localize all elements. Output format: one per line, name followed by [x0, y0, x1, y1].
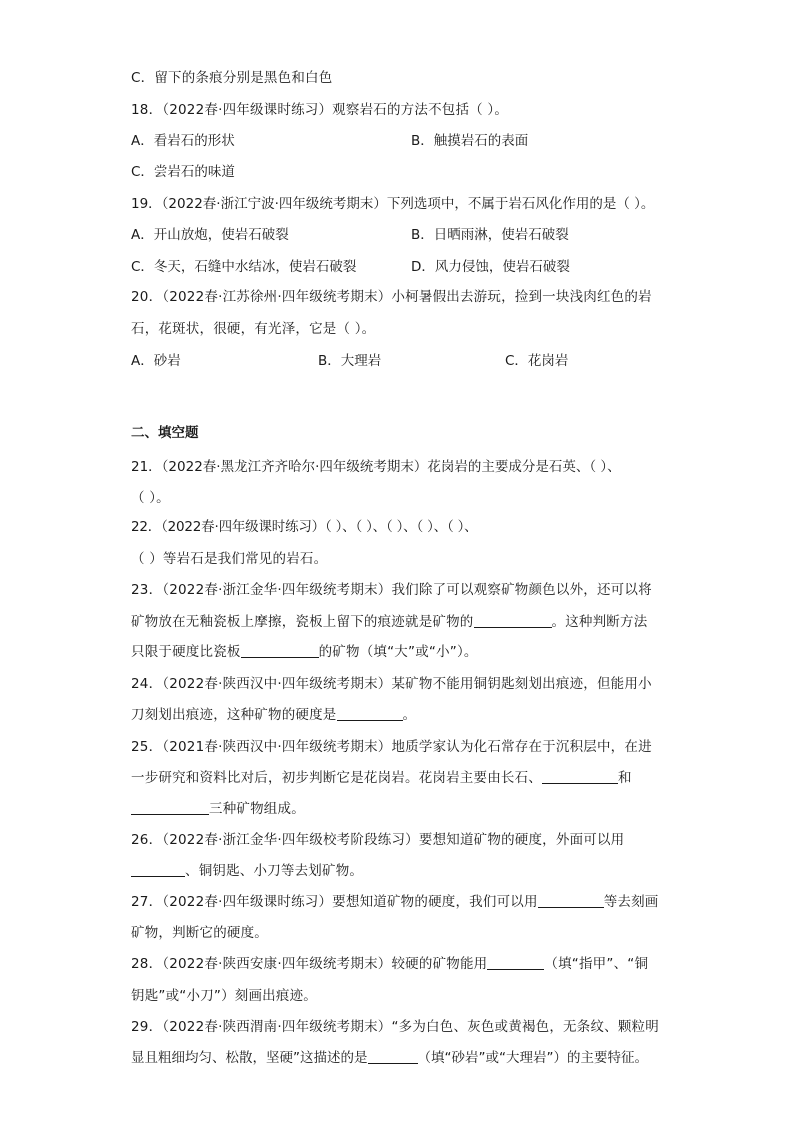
- q22-line1: 22．（2022春·四年级课时练习）（ ）、（ ）、（ ）、（ ）、（ ）、: [131, 519, 478, 535]
- q20-option-b: B．大理岩: [318, 353, 382, 369]
- q25-blank-1[interactable]: [542, 769, 618, 784]
- q21-line1: 21．（2022春·黑龙江齐齐哈尔·四年级统考期末）花岗岩的主要成分是石英、（ ）、: [131, 459, 621, 475]
- q25-line2: [131, 766, 632, 786]
- q28-line1-text: 28．（2022春·陕西安康·四年级统考期末）较硬的矿物能用: [131, 956, 488, 972]
- q24-line2-text: 刀刻划出痕迹，这种矿物的硬度是: [131, 707, 337, 723]
- q17-option-c: C．留下的条痕分别是黑色和白色: [131, 70, 333, 86]
- q28-line1: [131, 952, 648, 972]
- q23-blank-1[interactable]: [474, 613, 552, 628]
- q26-line2-tail: 、铜钥匙、小刀等去划矿物。: [185, 863, 364, 879]
- q20-stem-line2: 石，花斑状，很硬，有光泽，它是（ ）。: [131, 321, 376, 337]
- q24-line2-tail: 。: [402, 707, 417, 723]
- q28-line1-tail: （填“指甲”、“铜: [544, 956, 649, 972]
- q27-line1-tail: 等去刻画: [603, 894, 659, 910]
- q27-line1-text: 27．（2022春·四年级课时练习）要想知道矿物的硬度，我们可以用: [131, 894, 538, 910]
- q18-option-c: C．尝岩石的味道: [131, 164, 235, 180]
- q29-line2-tail: （填“砂岩”或“大理岩”）的主要特征。: [417, 1050, 648, 1066]
- q29-blank[interactable]: [368, 1049, 418, 1064]
- q25-line2-tail: 和: [618, 770, 632, 786]
- q29-line1: 29．（2022春·陕西渭南·四年级统考期末）“多为白色、灰色或黄褐色，无条纹、颗粒明: [131, 1019, 659, 1035]
- q26-line1: 26．（2022春·浙江金华·四年级校考阶段练习）要想知道矿物的硬度，外面可以用: [131, 832, 625, 848]
- q25-blank-2[interactable]: [131, 800, 209, 815]
- q27-blank[interactable]: [538, 893, 604, 908]
- q19-stem: 19．（2022春·浙江宁波·四年级统考期末）下列选项中，不属于岩石风化作用的是（ ）。: [131, 196, 655, 212]
- q25-line2-text: 一步研究和资料比对后，初步判断它是花岗岩。花岗岩主要由长石、: [131, 770, 542, 786]
- q25-line3-tail: 三种矿物组成。: [209, 801, 305, 817]
- q19-option-a: A．开山放炮，使岩石破裂: [131, 227, 289, 243]
- q20-option-a: A．砂岩: [131, 353, 181, 369]
- section-heading: 二、填空题: [131, 425, 199, 441]
- q24-blank[interactable]: [337, 706, 403, 721]
- q29-line2-text: 显且粗细均匀、松散，坚硬”这描述的是: [131, 1050, 368, 1066]
- q20-option-c: C．花岗岩: [505, 353, 569, 369]
- q23-line3: [131, 640, 478, 660]
- q25-line1: 25．（2021春·陕西汉中·四年级统考期末）地质学家认为化石常存在于沉积层中，在进: [131, 739, 652, 755]
- q28-blank[interactable]: [487, 955, 544, 970]
- q20-stem-line1: 20．（2022春·江苏徐州·四年级统考期末）小柯暑假出去游玩，捡到一块浅肉红色的岩: [131, 289, 652, 305]
- q26-blank[interactable]: [131, 862, 185, 877]
- q23-line2: [131, 610, 647, 630]
- q18-stem: 18．（2022春·四年级课时练习）观察岩石的方法不包括（ ）。: [131, 102, 509, 118]
- q23-blank-2[interactable]: [241, 643, 319, 658]
- q24-line1: 24．（2022春·陕西汉中·四年级统考期末）某矿物不能用铜钥匙刻划出痕迹，但能用小: [131, 676, 652, 692]
- q19-option-c: C．冬天，石缝中水结冰，使岩石破裂: [131, 259, 357, 275]
- q23-line1: 23．（2022春·浙江金华·四年级统考期末）我们除了可以观察矿物颜色以外，还可以将: [131, 582, 652, 598]
- q25-line3: [131, 797, 305, 817]
- q27-line1: [131, 890, 659, 910]
- q23-line2-tail: 。这种判断方法: [551, 614, 648, 630]
- q24-line2: [131, 703, 416, 723]
- q23-line3-text: 只限于硬度比瓷板: [131, 644, 241, 660]
- q27-line2: 矿物，判断它的硬度。: [131, 925, 268, 941]
- q28-line2: 钥匙”或“小刀”）刻画出痕迹。: [131, 988, 317, 1004]
- q23-line2-text: 矿物放在无釉瓷板上摩擦，瓷板上留下的痕迹就是矿物的: [131, 614, 474, 630]
- q19-option-b: B．日晒雨淋，使岩石破裂: [411, 227, 569, 243]
- q21-line2: （ ）。: [131, 490, 170, 506]
- q19-option-d: D．风力侵蚀，使岩石破裂: [411, 259, 570, 275]
- q22-line2: （ ）等岩石是我们常见的岩石。: [131, 551, 328, 567]
- q23-line3-tail: 的矿物（填“大”或“小”）。: [318, 644, 478, 660]
- q18-option-a: A．看岩石的形状: [131, 133, 235, 149]
- q18-option-b: B．触摸岩石的表面: [411, 133, 529, 149]
- q29-line2: [131, 1046, 648, 1066]
- q26-line2: [131, 859, 363, 879]
